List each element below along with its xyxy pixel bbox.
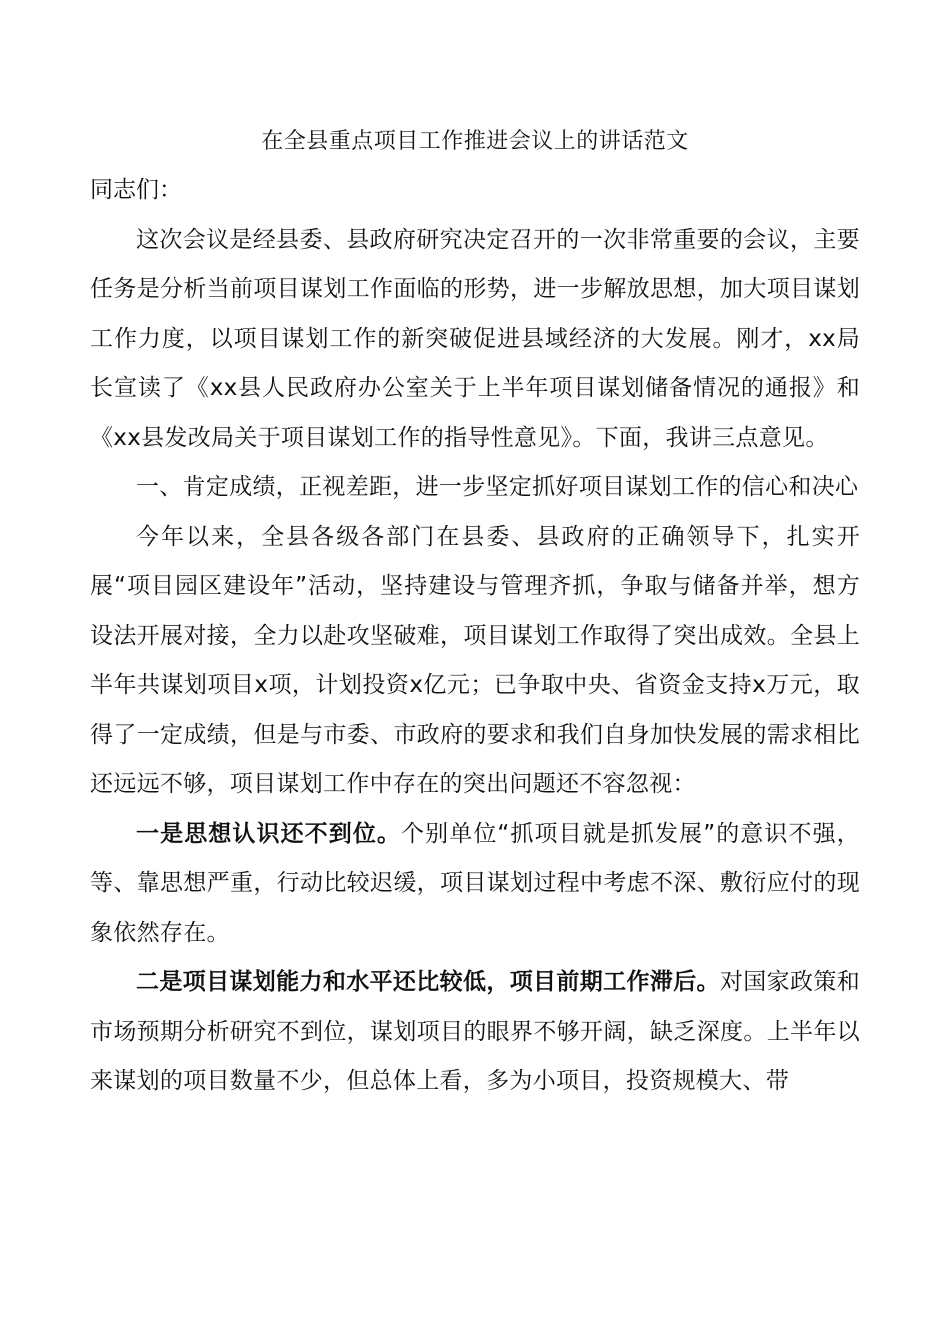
paragraph-achievements: 今年以来，全县各级各部门在县委、县政府的正确领导下，扎实开展“项目园区建设年”活动，坚持建设与管理齐抓，争取与储备并举，想方设法开展对接，全力以赴攻坚破难，项目谋划工作取得了突出成效。全县上半年共谋划项目x项，计划投资x亿元；已争取中央、省资金支持x万元，取得了一定成绩，但是与市委、市政府的要求和我们自身加快发展的需求相比还远远不够，项目谋划工作中存在的突出问题还不容忽视： <box>90 523 860 797</box>
problem-2-heading: 二是项目谋划能力和水平还比较低，项目前期工作滞后。 <box>136 969 720 995</box>
section-heading-1: 一、肯定成绩，正视差距，进一步坚定抓好项目谋划工作的信心和决心 <box>136 474 859 500</box>
paragraph-intro: 这次会议是经县委、县政府研究决定召开的一次非常重要的会议，主要任务是分析当前项目谋划工作面临的形势，进一步解放思想，加大项目谋划工作力度，以项目谋划工作的新突破促进县域经济的大发展。刚才，xx局长宣读了《xx县人民政府办公室关于上半年项目谋划储备情况的通报》和《xx县发改局关于项目谋划工作的指导性意见》。下面，我讲三点意见。 <box>90 226 860 451</box>
paragraph-problem-1 <box>90 810 860 959</box>
document-title: 在全县重点项目工作推进会议上的讲话范文 <box>261 129 689 154</box>
problem-2-text: 对国家政策和市场预期分析研究不到位，谋划项目的眼界不够开阔，缺乏深度。上半年以来谋划的项目数量不少，但总体上看，多为小项目，投资规模大、带 <box>90 969 860 1094</box>
document-page <box>90 118 860 1107</box>
salutation: 同志们： <box>90 177 182 203</box>
paragraph-problem-2 <box>90 958 860 1107</box>
problem-1-text: 个别单位“抓项目就是抓发展”的意识不强，等、靠思想严重，行动比较迟缓，项目谋划过程中考虑不深、敷衍应付的现象依然存在。 <box>90 820 860 946</box>
problem-1-heading: 一是思想认识还不到位。 <box>136 820 402 847</box>
